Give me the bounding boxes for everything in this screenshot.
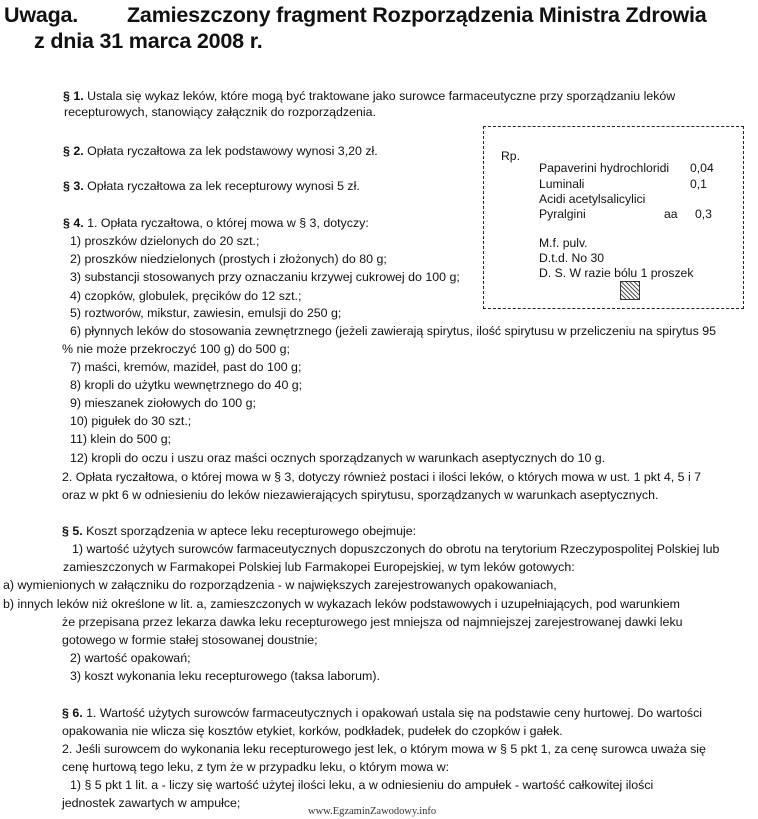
paragraph-6-line6: jednostek zawartych w ampułce; (62, 796, 241, 810)
section-mark: § 5. (62, 524, 83, 538)
paragraph-text: Opłata ryczałtowa za lek recepturowy wynosi 5 zł. (87, 179, 360, 193)
document-title-line1: Zamieszczony fragment Rozporządzenia Ministra Zdrowia (127, 3, 707, 27)
section-mark: § 1. (63, 89, 84, 103)
p4-item: 12) kropli do oczu i uszu oraz maści ocznych sporządzanych w warunkach aseptycznych do 10 g. (70, 451, 606, 465)
p4-item: 8) kropli do użytku wewnętrznego do 40 g; (70, 378, 303, 392)
p4-item: 4) czopków, globulek, pręcików do 12 szt.; (70, 289, 302, 303)
p4-item: 3) substancji stosowanych przy oznaczaniu krzywej cukrowej do 100 g; (70, 270, 460, 284)
p5-item-b-line2: że przepisana przez lekarza dawka leku recepturowego jest mniejsza od najmniejszej zarejestrowanej dawki leku (62, 615, 683, 629)
p5-item1-line1: 1) wartość użytych surowców farmaceutycznych dopuszczonych do obrotu na terytorium Rzeczypospolitej Polskiej lub (72, 542, 720, 556)
rx-item-aa: aa (664, 207, 678, 221)
p5-item2: 2) wartość opakowań; (70, 651, 191, 665)
document-title-line2: z dnia 31 marca 2008 r. (34, 29, 263, 53)
rx-ds: D. S. W razie bólu 1 proszek (539, 266, 694, 280)
paragraph-text: Opłata ryczałtowa za lek podstawowy wynosi 3,20 zł. (87, 144, 378, 158)
document-header (4, 2, 707, 28)
p5-item-b-line3: gotowego w formie stałej stosowanej doustnie; (62, 633, 318, 647)
rx-item-name: Papaverini hydrochloridi (539, 161, 670, 175)
watermark-text: www.EgzaminZawodowy.info (308, 806, 437, 817)
paragraph-5-intro (62, 524, 416, 539)
rx-item-qty: 0,3 (695, 207, 712, 221)
rx-mf: M.f. pulv. (539, 236, 588, 250)
paragraph-6-line3: 2. Jeśli surowcem do wykonania leku recepturowego jest lek, o którym mowa w § 5 pkt 1, za cenę surowca uważa się (62, 742, 706, 756)
section-mark: § 3. (63, 179, 84, 193)
paragraph-1-line2: recepturowych, stanowiący załącznik do rozporządzenia. (64, 105, 376, 119)
section-mark: § 4. (63, 216, 84, 230)
p5-item3: 3) koszt wykonania leku recepturowego (taksa laborum). (70, 669, 380, 683)
rx-item-name: Luminali (539, 177, 585, 191)
p4-point2-line2: oraz w pkt 6 w odniesieniu do leków niezawierających spirytusu, sporządzanych w warunkach aseptycznych. (62, 488, 659, 502)
paragraph-text: Koszt sporządzenia w aptece leku recepturowego obejmuje: (86, 524, 417, 538)
paragraph-2 (63, 144, 378, 159)
paragraph-text: 1. Opłata ryczałtowa, o której mowa w § 3, dotyczy: (87, 216, 369, 230)
p4-item: 6) płynnych leków do stosowania zewnętrznego (jeżeli zawierają spirytus, ilość spirytusu w przeliczeniu na spirytus 95 (70, 324, 716, 338)
p5-item-b-line1: b) innych leków niż określone w lit. a, zamieszczonych w wykazach leków podstawowych i uzupełniających, pod warunkiem (3, 597, 680, 611)
p4-point2-line1: 2. Opłata ryczałtowa, o której mowa w § 3, dotyczy również postaci i ilości leków, o których mowa w ust. 1 pkt 4, 5 i 7 (62, 470, 702, 484)
paragraph-4-intro (63, 216, 369, 231)
rp-label: Rp. (501, 149, 520, 163)
section-mark: § 6. (62, 706, 83, 720)
p4-item: 9) mieszanek ziołowych do 100 g; (70, 396, 256, 410)
p4-item: 1) proszków dzielonych do 20 szt.; (70, 234, 260, 248)
stamp-mark (620, 281, 640, 300)
paragraph-3 (63, 179, 360, 194)
note-label: Uwaga. (4, 3, 79, 27)
paragraph-6-line4: cenę hurtową tego leku, z tym że w przypadku leku, o którym mowa w: (62, 760, 450, 774)
paragraph-text: 1. Wartość użytych surowców farmaceutycznych i opakowań ustala się na podstawie ceny hurtowej. Do wartości (86, 706, 703, 720)
p4-item: 10) pigułek do 30 szt.; (70, 414, 192, 428)
p4-item: 7) maści, kremów, mazideł, past do 100 g; (70, 360, 302, 374)
p5-item-a: a) wymienionych w załączniku do rozporządzenia - w największych zarejestrowanych opakowaniach, (3, 578, 557, 592)
section-mark: § 2. (63, 144, 84, 158)
rx-item-name: Acidi acetylsalicylici (539, 192, 646, 206)
rx-item-qty: 0,1 (690, 177, 707, 191)
paragraph-6-line5: 1) § 5 pkt 1 lit. a - liczy się wartość użytej ilości leku, a w odniesieniu do ampułek - wartość całkowitej ilości (70, 778, 654, 792)
p4-item: 11) klein do 500 g; (70, 432, 172, 446)
p5-item1-line2: zamieszczonych w Farmakopei Polskiej lub Farmakopei Europejskiej, w tym leków gotowych: (63, 560, 575, 574)
p4-item-continuation: % nie może przekroczyć 100 g) do 500 g; (62, 342, 290, 356)
rx-dtd: D.t.d. No 30 (539, 251, 605, 265)
rx-item-name: Pyralgini (539, 207, 586, 221)
paragraph-text: Ustala się wykaz leków, które mogą być traktowane jako surowce farmaceutyczne przy sporządzaniu leków (87, 89, 676, 103)
p4-item: 2) proszków niedzielonych (prostych i złożonych) do 80 g; (70, 252, 387, 266)
rx-item-qty: 0,04 (690, 161, 714, 175)
p4-item: 5) roztworów, mikstur, zawiesin, emulsji do 250 g; (70, 306, 342, 320)
paragraph-6-line2: opakowania nie wlicza się kosztów etykiet, korków, podkładek, pudełek do czopków i gałek. (62, 724, 563, 738)
paragraph-1-line1 (63, 89, 675, 104)
paragraph-6-line1 (62, 706, 702, 721)
